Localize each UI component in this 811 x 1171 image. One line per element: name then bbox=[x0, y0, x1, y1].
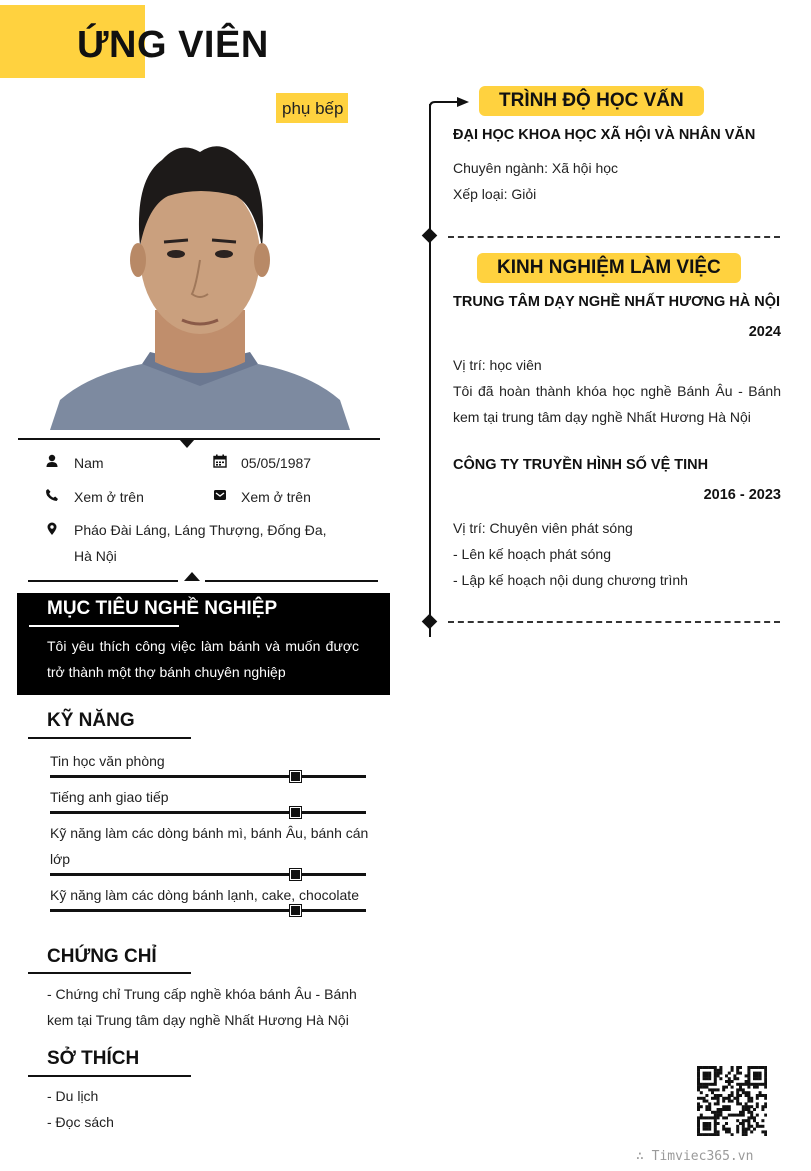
career-goal-title: MỤC TIÊU NGHỀ NGHIỆP bbox=[47, 598, 278, 619]
education-major: Chuyên ngành: Xã hội học bbox=[453, 160, 619, 176]
timeline-arrow-icon bbox=[429, 101, 459, 113]
education-title: TRÌNH ĐỘ HỌC VẤN bbox=[481, 88, 702, 114]
email-value: Xem ở trên bbox=[241, 489, 311, 505]
job-duty: - Lập kế hoạch nội dung chương trình bbox=[453, 572, 688, 588]
address-line-2: Hà Nội bbox=[74, 548, 117, 564]
skill-level-knob bbox=[290, 869, 301, 880]
info-bottom-line-right bbox=[205, 580, 378, 582]
skill-bar bbox=[50, 811, 366, 814]
phone-icon bbox=[45, 488, 59, 502]
timeline-diamond bbox=[422, 228, 438, 244]
job-company: TRUNG TÂM DẠY NGHỀ NHẤT HƯƠNG HÀ NỘI bbox=[453, 294, 781, 310]
education-school: ĐẠI HỌC KHOA HỌC XÃ HỘI VÀ NHÂN VĂN bbox=[453, 127, 756, 143]
info-bottom-pointer bbox=[184, 572, 200, 581]
phone-value: Xem ở trên bbox=[74, 489, 144, 505]
experience-title: KINH NGHIỆM LÀM VIỆC bbox=[479, 255, 739, 281]
hobbies-title: SỞ THÍCH bbox=[47, 1048, 140, 1069]
certificate-text: - Chứng chỉ Trung cấp nghề khóa bánh Âu - Bánh kem tại Trung tâm dạy nghề Nhất Hương Hà Nội bbox=[47, 986, 357, 1028]
career-goal-text: Tôi yêu thích công việc làm bánh và muốn được trở thành một thợ bánh chuyên nghiệp bbox=[47, 638, 359, 680]
profile-photo bbox=[50, 138, 350, 430]
hobby-item: - Du lịch bbox=[47, 1088, 99, 1104]
email-icon bbox=[213, 488, 227, 502]
timeline-diamond bbox=[422, 614, 438, 630]
job-duty: - Lên kế hoạch phát sóng bbox=[453, 546, 612, 562]
skill-bar bbox=[50, 775, 366, 778]
skill-level-knob bbox=[290, 807, 301, 818]
job-description: Tôi đã hoàn thành khóa học nghề Bánh Âu - Bánh kem tại trung tâm dạy nghề Nhất Hương Hà Nội bbox=[453, 383, 781, 425]
skills-underline bbox=[28, 737, 191, 739]
birthday-value: 05/05/1987 bbox=[241, 455, 312, 471]
skill-name: Tiếng anh giao tiếp bbox=[50, 789, 169, 805]
skill-bar bbox=[50, 873, 366, 876]
address-line-1: Pháo Đài Láng, Láng Thượng, Đống Đa, bbox=[74, 522, 327, 538]
skill-name: Kỹ năng làm các dòng bánh mì, bánh Âu, bánh cán lớp bbox=[50, 825, 369, 867]
gender-value: Nam bbox=[74, 455, 104, 471]
user-icon bbox=[45, 454, 59, 468]
skill-name: Tin học văn phòng bbox=[50, 753, 165, 769]
job-position: Vị trí: học viên bbox=[453, 357, 542, 373]
job-period: 2024 bbox=[748, 324, 781, 340]
hobby-item: - Đọc sách bbox=[47, 1114, 114, 1130]
hobbies-underline bbox=[28, 1075, 191, 1077]
timeline-line bbox=[429, 104, 431, 637]
address bbox=[74, 517, 374, 569]
info-bottom-line-left bbox=[28, 580, 178, 582]
job-title-badge: phụ bếp bbox=[276, 93, 348, 123]
watermark: ∴ Timviec365.vn bbox=[636, 1149, 754, 1164]
skill-bar bbox=[50, 909, 366, 912]
certificates-underline bbox=[28, 972, 191, 974]
section-divider bbox=[448, 236, 780, 238]
career-goal-underline bbox=[29, 625, 179, 627]
career-goal-section bbox=[17, 593, 390, 695]
certificates-title: CHỨNG CHỈ bbox=[47, 946, 157, 967]
job-position: Vị trí: Chuyên viên phát sóng bbox=[453, 520, 633, 536]
skills-title: KỸ NĂNG bbox=[47, 710, 135, 731]
candidate-name: ỨNG VIÊN bbox=[77, 24, 269, 66]
job-period: 2016 - 2023 bbox=[703, 487, 781, 503]
job-company: CÔNG TY TRUYỀN HÌNH SỐ VỆ TINH bbox=[453, 457, 709, 473]
calendar-icon bbox=[213, 454, 227, 468]
skill-name: Kỹ năng làm các dòng bánh lạnh, cake, chocolate bbox=[50, 887, 359, 903]
skill-level-knob bbox=[290, 771, 301, 782]
qr-code-icon bbox=[697, 1066, 767, 1136]
skill-level-knob bbox=[290, 905, 301, 916]
info-top-pointer bbox=[179, 439, 195, 448]
info-top-line bbox=[18, 438, 380, 440]
section-divider bbox=[448, 621, 780, 623]
education-rank: Xếp loại: Giỏi bbox=[453, 186, 537, 202]
location-icon bbox=[45, 522, 59, 536]
